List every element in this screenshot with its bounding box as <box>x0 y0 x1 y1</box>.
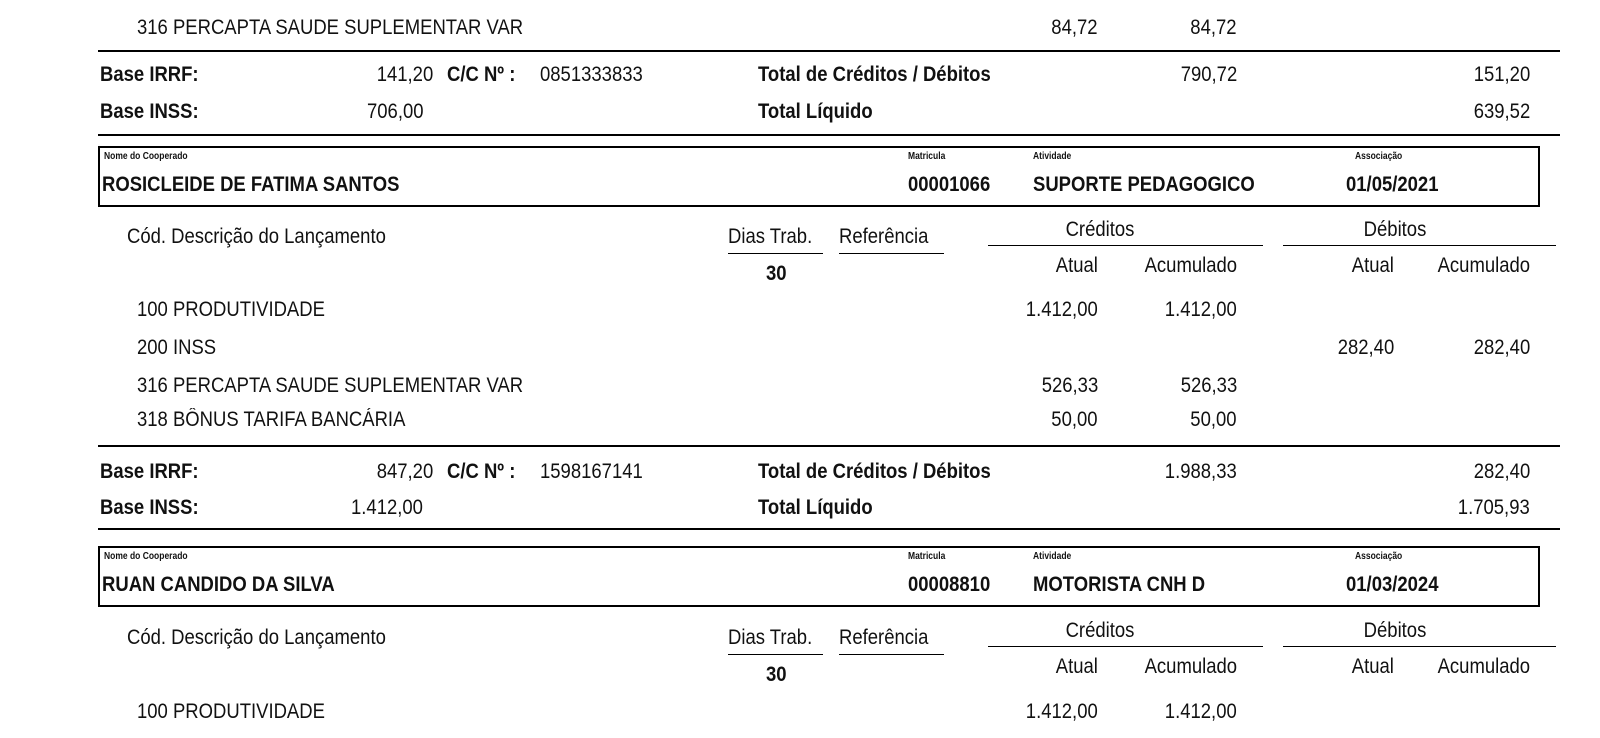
base-inss-label: Base INSS: <box>100 496 199 519</box>
credit-atual: 1.412,00 <box>1026 298 1098 321</box>
debit-atual-header: Atual <box>1351 254 1394 277</box>
base-irrf-value: 847,20 <box>376 460 433 483</box>
atividade-value: MOTORISTA CNH D <box>1033 573 1206 596</box>
underline <box>1283 245 1556 246</box>
underline <box>988 245 1263 246</box>
dias-trab-value: 30 <box>766 663 787 686</box>
atividade-label: Atividade <box>1033 151 1072 162</box>
cooperado-name: ROSICLEIDE DE FATIMA SANTOS <box>102 173 400 196</box>
base-irrf-label: Base IRRF: <box>100 460 199 483</box>
item-desc: 316 PERCAPTA SAUDE SUPLEMENTAR VAR <box>137 16 524 39</box>
credit-atual: 84,72 <box>1051 16 1098 39</box>
credit-acumulado: 1.412,00 <box>1165 700 1237 723</box>
underline <box>728 253 823 254</box>
base-inss-label: Base INSS: <box>100 100 199 123</box>
creditos-header: Créditos <box>1065 218 1135 241</box>
associacao-label: Associação <box>1355 151 1403 162</box>
debit-atual: 282,40 <box>1337 336 1394 359</box>
dias-trab-header: Dias Trab. <box>728 626 813 649</box>
debit-acumulado-header: Acumulado <box>1437 254 1530 277</box>
debitos-header: Débitos <box>1363 218 1427 241</box>
creditos-header: Créditos <box>1065 619 1135 642</box>
credit-atual-header: Atual <box>1055 254 1098 277</box>
total-creditos: 790,72 <box>1180 63 1237 86</box>
underline <box>839 654 944 655</box>
base-inss-value: 706,00 <box>367 100 424 123</box>
credit-acumulado: 1.412,00 <box>1165 298 1237 321</box>
credit-atual: 526,33 <box>1041 374 1098 397</box>
credit-atual: 1.412,00 <box>1026 700 1098 723</box>
base-inss-value: 1.412,00 <box>351 496 423 519</box>
cc-number: 1598167141 <box>540 460 643 483</box>
credit-acumulado-header: Acumulado <box>1144 655 1237 678</box>
underline <box>728 654 823 655</box>
matricula-value: 00008810 <box>908 573 991 596</box>
debit-atual-header: Atual <box>1351 655 1394 678</box>
total-creditos: 1.988,33 <box>1165 460 1237 483</box>
base-irrf-label: Base IRRF: <box>100 63 199 86</box>
debit-acumulado-header: Acumulado <box>1437 655 1530 678</box>
total-liquido-label: Total Líquido <box>758 100 873 123</box>
underline <box>1283 646 1556 647</box>
base-irrf-value: 141,20 <box>376 63 433 86</box>
total-liquido-value: 639,52 <box>1473 100 1530 123</box>
credit-acumulado: 50,00 <box>1190 408 1237 431</box>
matricula-label: Matricula <box>908 151 946 162</box>
credit-atual-header: Atual <box>1055 655 1098 678</box>
credit-acumulado-header: Acumulado <box>1144 254 1237 277</box>
nome-cooperado-label: Nome do Cooperado <box>104 551 188 562</box>
cod-desc-header: Cód. Descrição do Lançamento <box>127 626 386 649</box>
atividade-value: SUPORTE PEDAGOGICO <box>1033 173 1255 196</box>
credit-atual: 50,00 <box>1051 408 1098 431</box>
referencia-header: Referência <box>839 626 929 649</box>
cc-label: C/C Nº : <box>447 63 516 86</box>
cc-label: C/C Nº : <box>447 460 516 483</box>
dias-trab-value: 30 <box>766 262 787 285</box>
referencia-header: Referência <box>839 225 929 248</box>
divider <box>98 528 1560 530</box>
cc-number: 0851333833 <box>540 63 643 86</box>
item-desc: 100 PRODUTIVIDADE <box>137 298 325 321</box>
underline <box>988 646 1263 647</box>
associacao-value: 01/03/2024 <box>1346 573 1439 596</box>
associacao-label: Associação <box>1355 551 1403 562</box>
matricula-label: Matricula <box>908 551 946 562</box>
total-liquido-value: 1.705,93 <box>1458 496 1530 519</box>
credit-acumulado: 526,33 <box>1180 374 1237 397</box>
divider <box>98 50 1560 52</box>
total-debitos: 151,20 <box>1473 63 1530 86</box>
divider <box>98 445 1560 447</box>
matricula-value: 00001066 <box>908 173 991 196</box>
cooperado-name: RUAN CANDIDO DA SILVA <box>102 573 335 596</box>
total-liquido-label: Total Líquido <box>758 496 873 519</box>
item-desc: 100 PRODUTIVIDADE <box>137 700 325 723</box>
divider <box>98 134 1560 136</box>
credit-acumulado: 84,72 <box>1190 16 1237 39</box>
associacao-value: 01/05/2021 <box>1346 173 1439 196</box>
debitos-header: Débitos <box>1363 619 1427 642</box>
item-desc: 316 PERCAPTA SAUDE SUPLEMENTAR VAR <box>137 374 524 397</box>
underline <box>839 253 944 254</box>
total-cred-deb-label: Total de Créditos / Débitos <box>758 460 991 483</box>
total-debitos: 282,40 <box>1473 460 1530 483</box>
total-cred-deb-label: Total de Créditos / Débitos <box>758 63 991 86</box>
item-desc: 200 INSS <box>137 336 217 359</box>
cod-desc-header: Cód. Descrição do Lançamento <box>127 225 386 248</box>
debit-acumulado: 282,40 <box>1473 336 1530 359</box>
item-desc: 318 BÔNUS TARIFA BANCÁRIA <box>137 408 406 431</box>
cooperado-header <box>98 546 1540 607</box>
cooperado-header <box>98 146 1540 207</box>
nome-cooperado-label: Nome do Cooperado <box>104 151 188 162</box>
atividade-label: Atividade <box>1033 551 1072 562</box>
dias-trab-header: Dias Trab. <box>728 225 813 248</box>
